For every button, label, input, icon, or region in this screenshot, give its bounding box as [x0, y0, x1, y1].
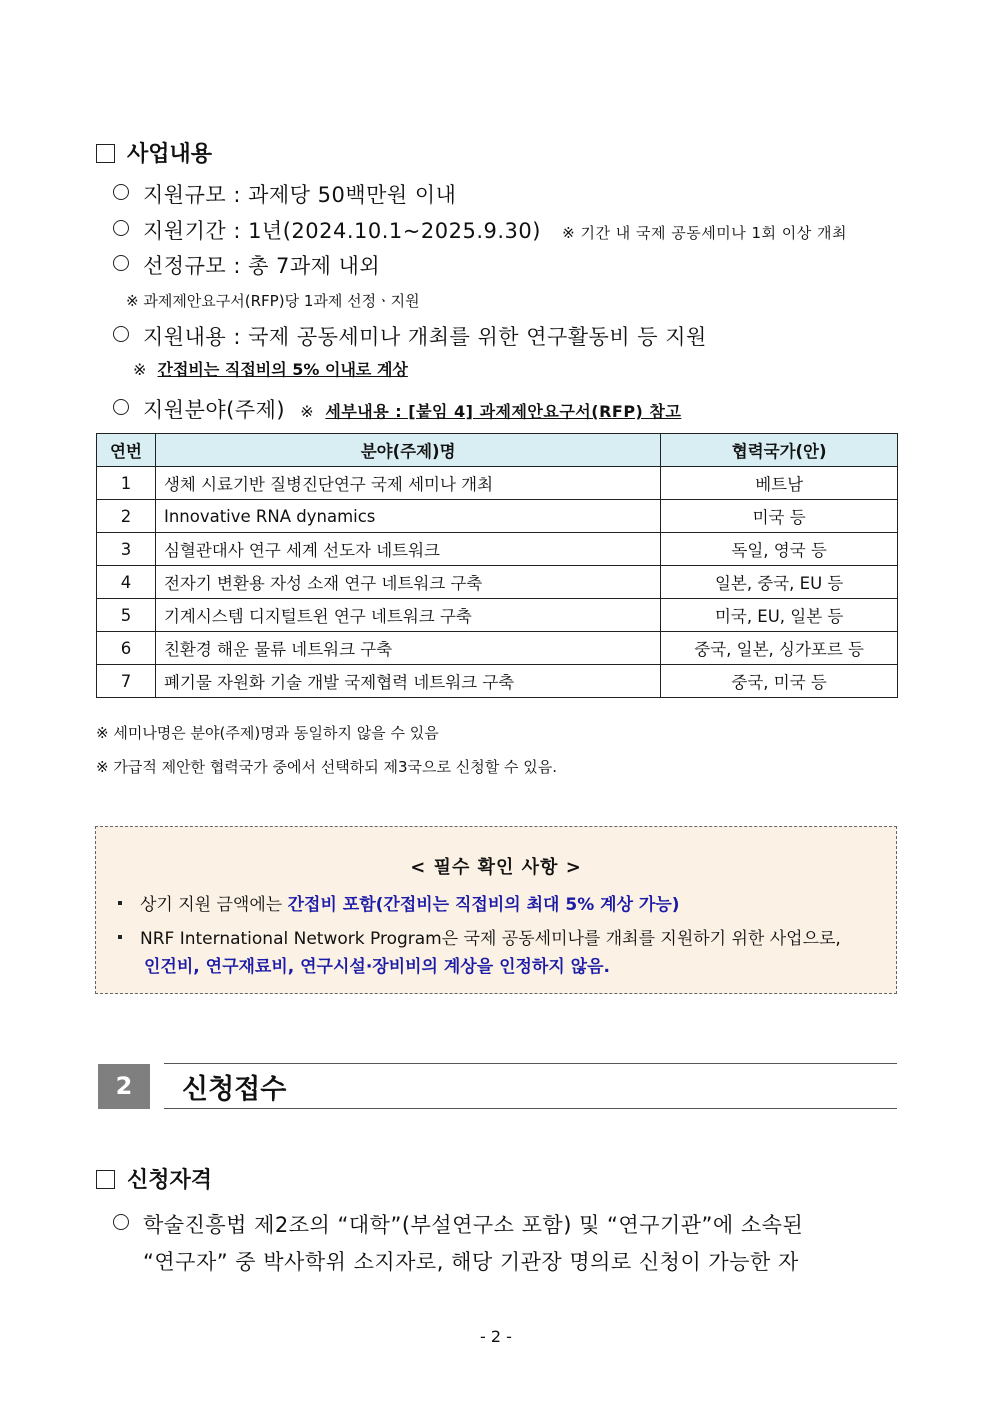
support-field-item: 지원분야(주제) ※ 세부내용 : [붙임 4] 과제제안요구서(RFP) 참고 [113, 394, 681, 424]
notice-title: < 필수 확인 사항 > [410, 857, 582, 878]
circle-bullet-icon [113, 1214, 129, 1230]
square-bullet-icon [118, 935, 122, 939]
page-number: - 2 - [480, 1327, 512, 1346]
selection-scale-item: 선정규모 : 총 7과제 내외 [113, 250, 380, 280]
table-row: 3 심혈관대사 연구 세계 선도자 네트워크 독일, 영국 등 [97, 533, 898, 566]
table-row: 4 전자기 변환용 자성 소재 연구 네트워크 구축 일본, 중국, EU 등 [97, 566, 898, 599]
checkbox-square-icon [96, 1170, 115, 1189]
notice-item-program-scope: NRF International Network Program은 국제 공동세미나를 개최를 지원하기 위한 사업으로, [118, 924, 841, 949]
table-header-row [97, 434, 898, 467]
required-notice-box [95, 826, 897, 994]
qualification-heading: 신청자격 [96, 1163, 212, 1194]
header-field-name: 분야(주제)명 [155, 434, 660, 467]
support-scale-item: 지원규모 : 과제당 50백만원 이내 [113, 179, 456, 209]
selection-note: ※ 과제제안요구서(RFP)당 1과제 선정ㆍ지원 [126, 292, 420, 310]
business-section-heading: 사업내용 [96, 137, 212, 168]
table-row: 1 생체 시료기반 질병진단연구 국제 세미나 개최 베트남 [97, 467, 898, 500]
section-title: 신청접수 [182, 1074, 287, 1105]
support-content-item: 지원내용 : 국제 공동세미나 개최를 위한 연구활동비 등 지원 [113, 321, 707, 351]
header-partner-country: 협력국가(안) [661, 434, 898, 467]
seminar-name-note: ※ 세미나명은 분야(주제)명과 동일하지 않을 수 있음 [96, 724, 439, 742]
circle-bullet-icon [113, 326, 129, 342]
qualification-item-continued: “연구자” 중 박사학위 소지자로, 해당 기관장 명의로 신청이 가능한 자 [143, 1250, 799, 1274]
research-field-table [96, 433, 898, 698]
header-no: 연번 [97, 434, 156, 467]
support-period-item: 지원기간 : 1년(2024.10.1~2025.9.30) ※ 기간 내 국제 공동세미나 1회 이상 개최 [113, 215, 847, 245]
circle-bullet-icon [113, 220, 129, 236]
section-number-badge: 2 [98, 1064, 150, 1109]
checkbox-square-icon [96, 144, 115, 163]
notice-item-excluded-costs: 인건비, 연구재료비, 연구시설·장비비의 계상을 인정하지 않음. [144, 957, 610, 977]
support-period-note: ※ 기간 내 국제 공동세미나 1회 이상 개최 [562, 224, 847, 242]
circle-bullet-icon [113, 399, 129, 415]
section-divider-bottom [164, 1108, 897, 1109]
table-row: 2 Innovative RNA dynamics 미국 등 [97, 500, 898, 533]
square-bullet-icon [118, 901, 122, 905]
section-divider-top [164, 1063, 897, 1064]
circle-bullet-icon [113, 255, 129, 271]
indirect-cost-note: ※ 간접비는 직접비의 5% 이내로 계상 [133, 360, 408, 379]
rfp-reference-note: 세부내용 : [붙임 4] 과제제안요구서(RFP) 참고 [325, 402, 682, 421]
table-row: 6 친환경 해운 물류 네트워크 구축 중국, 일본, 싱가포르 등 [97, 632, 898, 665]
notice-item-indirect-cost: 상기 지원 금액에는 간접비 포함(간접비는 직접비의 최대 5% 계상 가능) [118, 890, 680, 915]
circle-bullet-icon [113, 184, 129, 200]
table-row: 5 기계시스템 디지털트윈 연구 네트워크 구축 미국, EU, 일본 등 [97, 599, 898, 632]
qualification-item: 학술진흥법 제2조의 “대학”(부설연구소 포함) 및 “연구기관”에 소속된 [113, 1209, 803, 1239]
table-row: 7 폐기물 자원화 기술 개발 국제협력 네트워크 구축 중국, 미국 등 [97, 665, 898, 698]
partner-country-note: ※ 가급적 제안한 협력국가 중에서 선택하되 제3국으로 신청할 수 있음. [96, 758, 558, 776]
